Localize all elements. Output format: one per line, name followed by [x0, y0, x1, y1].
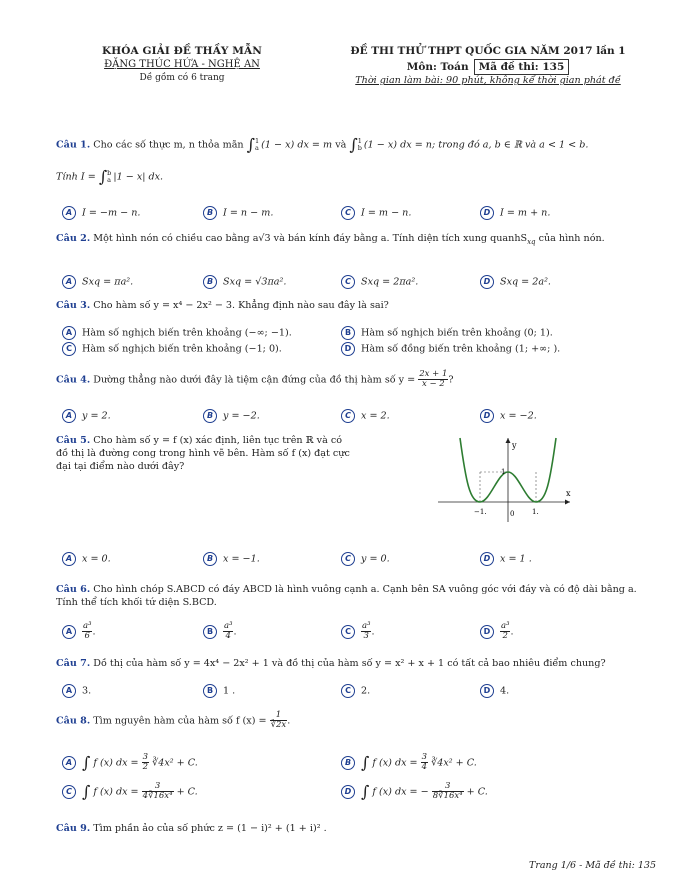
option-text: Sxq = √3πa². — [223, 276, 287, 288]
option-letter-d: D — [480, 206, 494, 220]
q7-option-a[interactable] — [62, 684, 91, 698]
header-right — [318, 44, 658, 88]
option-letter-a: A — [62, 756, 76, 770]
lower-limit: a — [255, 143, 259, 152]
q4-option-a[interactable] — [62, 409, 111, 423]
page-count: Dề gồm có 6 trang — [139, 72, 225, 83]
q4-option-d[interactable] — [480, 409, 537, 423]
integral-limits — [255, 138, 259, 151]
integral-limits — [107, 170, 111, 183]
option-text: x = −1. — [223, 553, 260, 565]
option-letter-b: B — [203, 552, 217, 566]
option-text: Hàm số nghịch biến trên khoảng (−∞; −1). — [82, 327, 292, 339]
option-letter-c: C — [341, 684, 355, 698]
numerator: 3 — [421, 751, 428, 762]
integral-sign: ∫ — [246, 135, 255, 154]
option-letter-c: C — [341, 275, 355, 289]
question-1-text-2 — [56, 166, 656, 188]
question-label: Câu 7. — [56, 658, 91, 669]
numerator: 1 — [270, 711, 288, 721]
header-left — [62, 44, 302, 84]
option-letter-d: D — [480, 684, 494, 698]
integral-limits — [358, 138, 362, 151]
option-text: x = −2. — [500, 410, 537, 422]
fraction — [142, 753, 149, 773]
option-text: f (x) dx = — [372, 757, 418, 769]
denominator: 3 — [363, 631, 369, 642]
q4-option-c[interactable] — [341, 409, 390, 423]
q3-option-a[interactable] — [62, 326, 292, 340]
function-graph — [430, 434, 580, 524]
x-tick-neg: −1. — [474, 508, 487, 516]
option-letter-c: C — [62, 342, 76, 356]
numerator: 2x + 1 — [419, 369, 448, 379]
numerator: 3 — [142, 751, 149, 762]
option-letter-c: C — [341, 625, 355, 639]
option-letter-a: A — [62, 326, 76, 340]
option-letter-b: B — [203, 275, 217, 289]
question-9-text — [56, 823, 656, 836]
option-text: I = m − n. — [361, 207, 412, 219]
q7-option-b[interactable] — [203, 684, 235, 698]
question-label: Câu 5. — [56, 435, 91, 446]
fraction — [421, 753, 428, 773]
question-label: Câu 2. — [56, 233, 91, 244]
time-limit: Thời gian làm bài: 90 phút, không kể thời gian phát đề — [355, 75, 621, 87]
question-label: Câu 1. — [56, 139, 91, 151]
numerator: a³ — [501, 621, 510, 631]
fraction — [418, 370, 448, 390]
option-text: x = 1 . — [500, 553, 532, 565]
q3-option-c[interactable] — [62, 342, 282, 356]
fraction — [500, 622, 510, 642]
option-text: Sxq = 2πa². — [361, 276, 419, 288]
option-text: y = 0. — [361, 553, 390, 565]
option-text: Sxq = 2a². — [500, 276, 551, 288]
x-tick-pos: 1. — [532, 508, 539, 516]
question-4-text — [56, 370, 656, 390]
numerator: 3 — [142, 782, 174, 792]
option-letter-a: A — [62, 206, 76, 220]
option-letter-c: C — [341, 552, 355, 566]
denominator: 6 — [84, 631, 90, 642]
integral-sign: ∫ — [82, 753, 91, 772]
numerator: a³ — [224, 621, 233, 631]
question-7-text — [56, 658, 656, 671]
numerator: a³ — [83, 621, 92, 631]
option-text-end: ∛4x² + C. — [431, 757, 477, 769]
option-letter-c: C — [341, 206, 355, 220]
integral-sign: ∫ — [361, 782, 370, 801]
option-text: f (x) dx = — [93, 757, 139, 769]
fraction — [432, 782, 464, 802]
denominator: x − 2 — [421, 379, 445, 390]
question-1-text — [56, 134, 656, 156]
option-letter-d: D — [480, 409, 494, 423]
exam-code-box: Mã đề thi: 135 — [474, 59, 570, 75]
denominator: 8∛16x⁴ — [432, 791, 463, 802]
option-text: Hàm số nghịch biến trên khoảng (0; 1). — [361, 327, 553, 339]
option-letter-a: A — [62, 409, 76, 423]
question-text: Một hình nón có chiều cao bằng a√3 và bán kính đáy bằng a. Tính diện tích xung quanhS — [93, 233, 528, 244]
option-letter-d: D — [341, 342, 355, 356]
option-text: y = 2. — [82, 410, 111, 422]
option-text: Hàm số nghịch biến trên khoảng (−1; 0). — [82, 343, 282, 355]
question-label: Câu 6. — [56, 584, 91, 595]
option-letter-a: A — [62, 625, 76, 639]
q2-option-c[interactable] — [341, 275, 418, 289]
q1-option-a[interactable] — [62, 206, 140, 220]
question-5-text — [56, 435, 356, 474]
option-letter-c: C — [341, 409, 355, 423]
option-text: 4. — [500, 685, 510, 697]
option-text-end: ∛4x² + C. — [152, 757, 198, 769]
y-axis-label: y — [512, 441, 517, 450]
denominator: 4 — [225, 631, 231, 642]
option-text: y = −2. — [223, 410, 260, 422]
fraction — [223, 622, 233, 642]
option-text: Hàm số đồng biến trên khoảng (1; +∞; ). — [361, 343, 561, 355]
fraction — [82, 622, 92, 642]
y-tick-label: 1 — [501, 468, 506, 476]
teacher-name: ĐẶNG THÚC HỨA - NGHỆ AN — [104, 59, 260, 71]
q1-option-d[interactable] — [480, 206, 550, 220]
option-letter-b: B — [203, 409, 217, 423]
q5-option-d[interactable] — [480, 552, 532, 566]
question-8-text: Câu 8. Tìm nguyên hàm của hàm số f (x) = $\frac{1}{∛2x}$ . — [56, 710, 291, 731]
question-text: Tính I = — [56, 171, 96, 183]
q3-option-b[interactable] — [341, 326, 553, 340]
q6-option-a[interactable]: A $\frac{\text{a³}}{6}$ . — [62, 622, 96, 642]
option-letter-a: A — [62, 275, 76, 289]
option-text: 2. — [361, 685, 371, 697]
option-text: Sxq = πa². — [82, 276, 134, 288]
q8-option-a[interactable] — [62, 752, 198, 774]
option-letter-b: B — [203, 625, 217, 639]
subject: Môn: Toán — [406, 61, 469, 74]
x-axis-label: x — [566, 489, 571, 498]
option-text-end: + C. — [466, 786, 488, 798]
question-mark: ? — [448, 374, 454, 386]
page-footer: Trang 1/6 - Mã đề thi: 135 — [529, 860, 656, 871]
fraction — [270, 711, 288, 731]
option-letter-d: D — [480, 552, 494, 566]
origin-label: 0 — [510, 510, 515, 518]
question-label: Câu 3. — [56, 300, 91, 311]
q8-option-c[interactable] — [62, 781, 198, 803]
y-axis-arrow — [506, 438, 511, 443]
option-text-end: + C. — [176, 786, 198, 798]
numerator: a³ — [362, 621, 371, 631]
option-text: x = 0. — [82, 553, 111, 565]
exam-title: ĐỀ THI THỬ THPT QUỐC GIA NĂM 2017 lần 1 — [350, 45, 626, 57]
option-letter-b: B — [341, 326, 355, 340]
q6-option-d[interactable]: D $\frac{\text{a³}}{2}$ . — [480, 622, 514, 642]
option-letter-a: A — [62, 552, 76, 566]
question-text: Cho các số thực m, n thỏa mãn — [93, 139, 244, 151]
lower-limit: a — [107, 175, 112, 184]
question-text: Cho hàm số y = f (x) xác định, liên tục trên ℝ và có đồ thị là đường cong trong hình vẽ bên. Hàm số f (x) đạt cực đại tại điểm nào dưới đây? — [56, 435, 350, 472]
q8-option-d[interactable] — [341, 781, 488, 803]
integral-sign: ∫ — [98, 167, 108, 186]
integral-expr: (1 − x) dx = m — [261, 139, 333, 151]
option-letter-d: D — [480, 275, 494, 289]
upper-limit: 1 — [255, 137, 260, 146]
fraction — [361, 622, 371, 642]
q7-option-c[interactable] — [341, 684, 370, 698]
question-text: Tìm phần ảo của số phức z = (1 − i)² + (1 + i)² . — [93, 823, 327, 834]
option-text: f (x) dx = — [93, 786, 139, 798]
q1-option-c[interactable] — [341, 206, 411, 220]
school-name: KHÓA GIẢI ĐỀ THẦY MẪN — [102, 45, 262, 57]
denominator: 4∛16x⁴ — [142, 791, 173, 802]
option-letter-b: B — [341, 756, 355, 770]
option-text: I = −m − n. — [82, 207, 141, 219]
upper-limit: 1 — [357, 137, 362, 146]
option-text: f (x) dx = − — [372, 786, 429, 798]
question-text: Dồ thị của hàm số y = 4x⁴ − 2x² + 1 và đồ thị của hàm số y = x² + x + 1 có tất cả bao nhiêu điểm chung? — [93, 658, 606, 669]
question-text: Tìm nguyên hàm của hàm số f (x) = — [93, 715, 267, 727]
option-letter-b: B — [203, 684, 217, 698]
q4-option-b[interactable] — [203, 409, 260, 423]
question-text: Dường thẳng nào dưới đây là tiệm cận đứng của đồ thị hàm số y = — [93, 374, 416, 386]
question-2-text — [56, 233, 656, 247]
option-letter-a: A — [62, 684, 76, 698]
option-text: x = 2. — [361, 410, 390, 422]
option-text: I = m + n. — [500, 207, 551, 219]
integral-expr: |1 − x| dx. — [113, 171, 164, 183]
integral-expr: (1 − x) dx = n; trong đó a, b ∈ ℝ và a < 1 < b. — [363, 139, 589, 151]
option-text: 3. — [82, 685, 92, 697]
denominator: 2 — [502, 631, 508, 642]
question-6-text — [56, 584, 656, 610]
question-text: Cho hình chóp S.ABCD có đáy ABCD là hình vuông cạnh a. Cạnh bên SA vuông góc với đáy và có độ dài bằng a. Tính thể tích khối tứ diện S.BCD. — [56, 584, 637, 608]
question-label: Câu 4. — [56, 374, 91, 386]
denominator: 2 — [142, 762, 149, 773]
option-text: I = n − m. — [223, 207, 274, 219]
q3-option-d[interactable] — [341, 342, 560, 356]
question-text: Cho hàm số y = x⁴ − 2x² − 3. Khẳng định nào sau đây là sai? — [93, 300, 389, 311]
option-letter-d: D — [341, 785, 355, 799]
q1-option-b[interactable] — [203, 206, 273, 220]
question-3-text — [56, 300, 656, 313]
denominator: 4 — [421, 762, 428, 773]
option-letter-d: D — [480, 625, 494, 639]
integral-sign: ∫ — [361, 753, 370, 772]
integral-sign: ∫ — [349, 135, 358, 154]
upper-limit: b — [107, 169, 112, 178]
x-axis-arrow — [565, 500, 570, 505]
fraction — [142, 782, 174, 802]
question-label: Câu 9. — [56, 823, 91, 834]
numerator: 3 — [432, 782, 464, 792]
q6-option-c[interactable]: C $\frac{\text{a³}}{3}$ . — [341, 622, 375, 642]
lower-limit: b — [357, 143, 362, 152]
option-letter-c: C — [62, 785, 76, 799]
option-letter-b: B — [203, 206, 217, 220]
denominator: ∛2x — [270, 720, 287, 731]
q7-option-d[interactable] — [480, 684, 509, 698]
q2-option-a[interactable] — [62, 275, 133, 289]
q2-option-b[interactable] — [203, 275, 286, 289]
q2-option-d[interactable] — [480, 275, 551, 289]
q5-option-b[interactable] — [203, 552, 260, 566]
q5-option-a[interactable] — [62, 552, 111, 566]
question-text-end: của hình nón. — [535, 233, 605, 244]
q6-option-b[interactable]: B $\frac{\text{a³}}{4}$ . — [203, 622, 237, 642]
integral-sign: ∫ — [82, 782, 91, 801]
option-text: 1 . — [223, 685, 236, 697]
question-label: Câu 8. — [56, 715, 91, 727]
q8-option-b[interactable] — [341, 752, 477, 774]
conjunction: và — [335, 139, 347, 151]
subscript: xq — [527, 237, 536, 246]
q5-option-c[interactable] — [341, 552, 390, 566]
subject-line — [318, 59, 658, 75]
